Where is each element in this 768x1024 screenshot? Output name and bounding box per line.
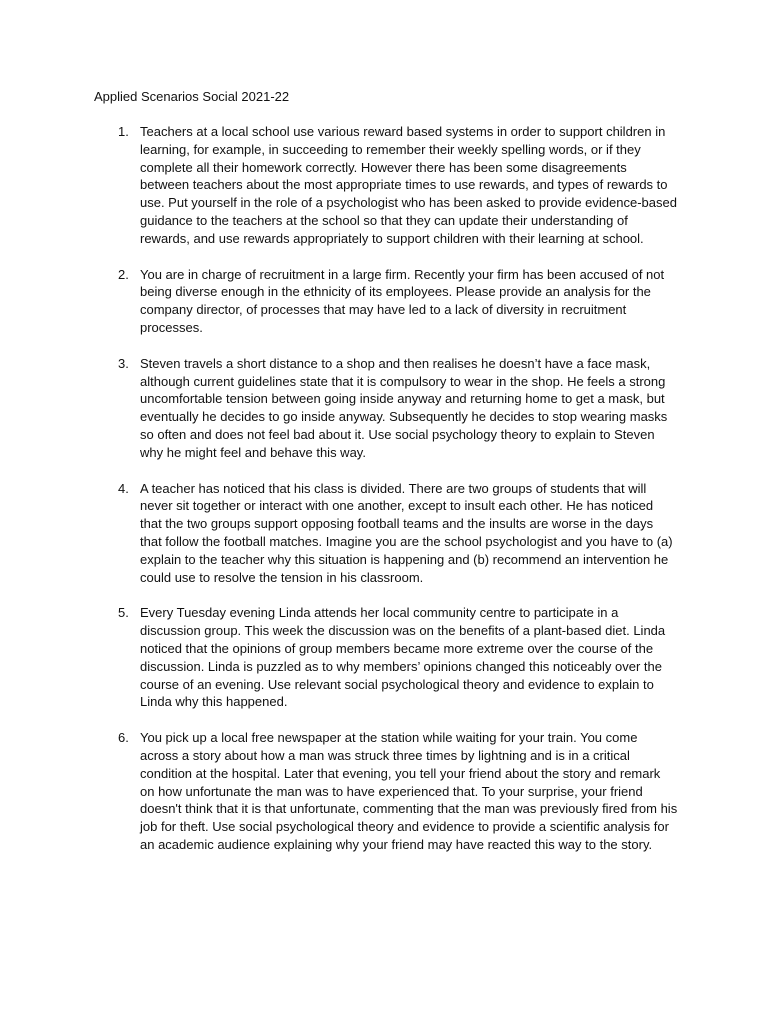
question-number: 4. (118, 480, 129, 496)
question-number: 6. (118, 730, 129, 746)
question-text: A teacher has noticed that his class is divided. There are two groups of students that will never sit together or interact with one another, except to insult each other. He has noticed that the two groups support opposing football teams and the insults are worse in the days that follow the football matches. Imagine you are the school psychologist and you have to (a) explain to the teacher why this situation is happening and (b) recommend an intervention he could use to resolve the tension in his classroom. (140, 480, 673, 585)
question-text: Steven travels a short distance to a shop and then realises he doesn’t have a face mask, although current guidelines state that it is compulsory to wear in the shop. He feels a strong uncomfortable tension between going inside anyway and returning home to get a mask, but eventually he decides to go inside anyway. Subsequently he decides to stop wearing masks so often and does not feel bad about it. Use social psychology theory to explain to Steven why he might feel and behave this way. (140, 355, 668, 460)
question-text: Teachers at a local school use various reward based systems in order to support children in learning, for example, in succeeding to remember their weekly spelling words, or if they complete all their homework correctly. However there has been some disagreements between teachers about the most appropriate times to use rewards, and types of rewards to use. Put yourself in the role of a psychologist who has been asked to provide evidence-based guidance to the teachers at the school so that they can update their understanding of rewards, and use rewards appropriately to support children with their learning at school. (140, 124, 677, 246)
question-number: 1. (118, 124, 129, 139)
question-item-5 (118, 604, 678, 711)
question-list (118, 123, 678, 872)
question-item-2 (118, 266, 678, 337)
question-item-6 (118, 729, 678, 854)
question-text: Every Tuesday evening Linda attends her local community centre to participate in a discussion group. This week the discussion was on the benefits of a plant-based diet. Linda noticed that the opinions of group members became more extreme over the course of the discussion. Linda is puzzled as to why members’ opinions changed this noticeably over the course of an evening. Use relevant social psychological theory and evidence to explain to Linda why this happened. (140, 605, 666, 710)
question-number: 2. (118, 266, 129, 282)
question-text: You are in charge of recruitment in a large firm. Recently your firm has been accused of not being diverse enough in the ethnicity of its employees. Please provide an analysis for the company director, of processes that may have led to a lack of diversity in recruitment processes. (140, 266, 665, 335)
question-item-4 (118, 480, 678, 587)
question-number: 5. (118, 605, 129, 621)
question-item-3 (118, 355, 678, 462)
question-item-1 (118, 123, 678, 248)
document-title: Applied Scenarios Social 2021-22 (94, 89, 290, 104)
question-number: 3. (118, 355, 129, 371)
question-text: You pick up a local free newspaper at the station while waiting for your train. You come across a story about how a man was struck three times by lightning and is in a critical condition at the hospital. Later that evening, you tell your friend about the story and remark on how unfortunate the man was to have experienced that. To your surprise, your friend doesn't think that it is that unfortunate, commenting that the man was previously fired from his job for theft. Use social psychological theory and evidence to provide a scientific analysis for an academic audience explaining why your friend may have reacted this way to the story. (140, 730, 678, 852)
